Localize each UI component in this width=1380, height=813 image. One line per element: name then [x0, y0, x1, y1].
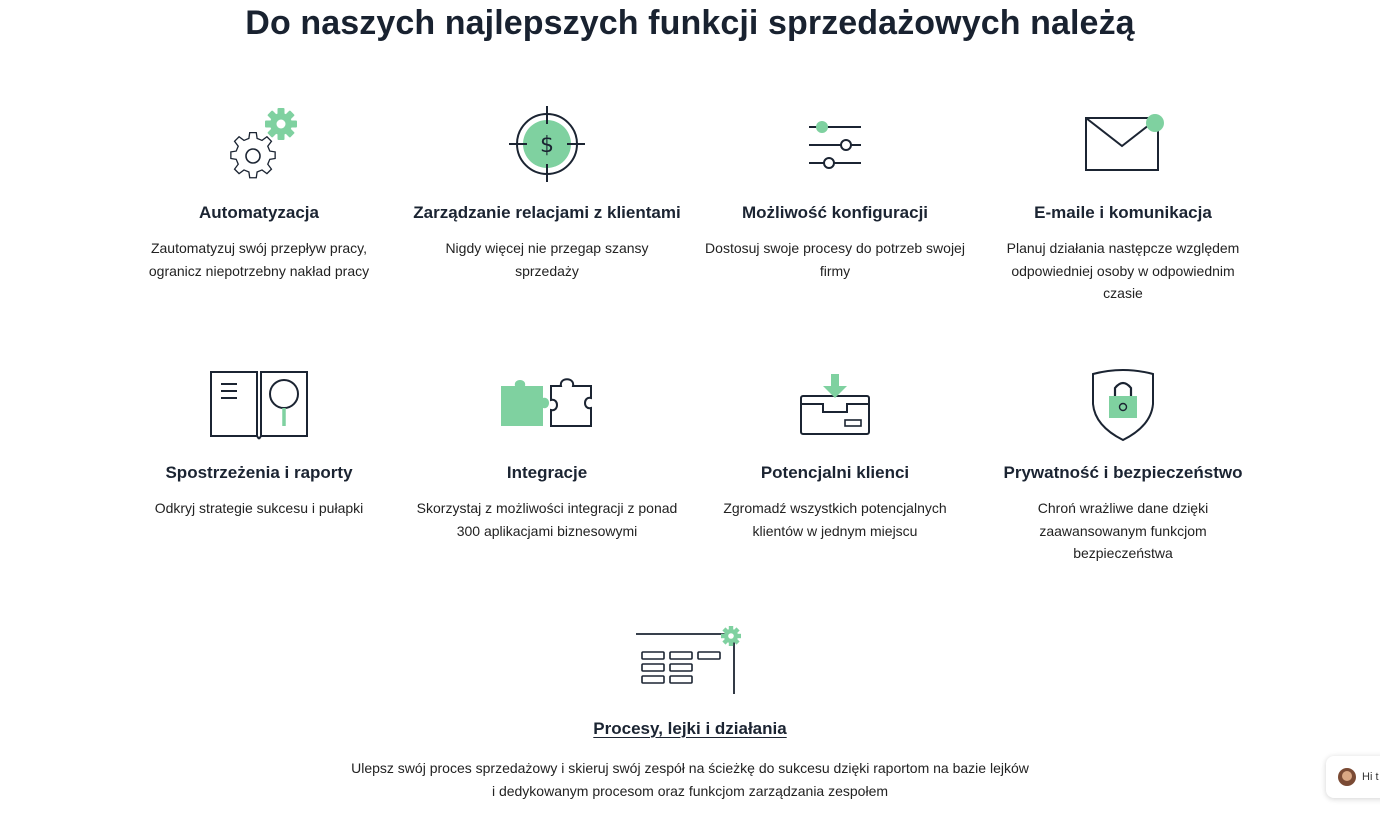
feature-pipelines	[340, 622, 1040, 802]
feature-desc: Odkryj strategie sukcesu i pułapki	[154, 500, 364, 516]
envelope-notification-icon	[979, 104, 1267, 184]
feature-insights	[115, 364, 403, 520]
gear-automation-icon	[115, 104, 403, 184]
pipelines-link[interactable]: Procesy, lejki i działania	[593, 719, 787, 738]
page-title: Do naszych najlepszych funkcji sprzedażowych należą	[245, 4, 1135, 42]
feature-title: Automatyzacja	[199, 203, 319, 222]
feature-desc: Chroń wrażliwe dane dzięki zaawansowanym funkcjom bezpieczeństwa	[1037, 500, 1209, 561]
feature-desc: Skorzystaj z możliwości integracji z ponad 300 aplikacjami biznesowymi	[416, 500, 678, 539]
feature-title: Możliwość konfiguracji	[741, 203, 929, 222]
feature-integrations	[403, 364, 691, 542]
chat-greeting: Hi t	[1362, 771, 1379, 783]
feature-privacy	[979, 364, 1267, 565]
dollar-target-icon	[403, 104, 691, 184]
feature-title	[340, 716, 1040, 741]
feature-title: Spostrzeżenia i raporty	[165, 463, 353, 482]
feature-crm	[403, 104, 691, 282]
feature-title: Integracje	[506, 463, 588, 482]
feature-desc: Zautomatyzuj swój przepływ pracy, ogranicz niepotrzebny nakład pracy	[148, 240, 370, 279]
feature-automation	[115, 104, 403, 282]
chat-widget[interactable]	[1326, 756, 1380, 798]
svg-text:$: $	[540, 133, 554, 158]
puzzle-icon	[403, 364, 691, 444]
feature-email	[979, 104, 1267, 305]
feature-title: E-maile i komunikacja	[1034, 203, 1212, 222]
feature-title: Prywatność i bezpieczeństwo	[1003, 463, 1243, 482]
feature-desc: Zgromadź wszystkich potencjalnych klientów w jednym miejscu	[723, 500, 947, 539]
shield-lock-icon	[979, 364, 1267, 444]
avatar	[1338, 768, 1356, 786]
pipeline-board-icon	[340, 622, 1040, 700]
feature-desc: Nigdy więcej nie przegap szansy sprzedaży	[445, 240, 649, 279]
feature-leads	[691, 364, 979, 542]
feature-configuration	[691, 104, 979, 282]
inbox-download-icon	[691, 364, 979, 444]
feature-title: Potencjalni klienci	[760, 463, 910, 482]
feature-title: Zarządzanie relacjami z klientami	[413, 203, 681, 222]
feature-desc: Planuj działania następcze względem odpowiedniej osoby w odpowiednim czasie	[1006, 240, 1240, 301]
feature-desc: Dostosuj swoje procesy do potrzeb swojej firmy	[705, 240, 965, 279]
feature-desc: Ulepsz swój proces sprzedażowy i skieruj swój zespół na ścieżkę do sukcesu dzięki raportom na bazie lejków i dedykowanym procesom oraz funkcjom zarządzania zespołem	[351, 760, 1029, 799]
book-magnifier-icon	[115, 364, 403, 444]
sliders-icon	[691, 104, 979, 184]
